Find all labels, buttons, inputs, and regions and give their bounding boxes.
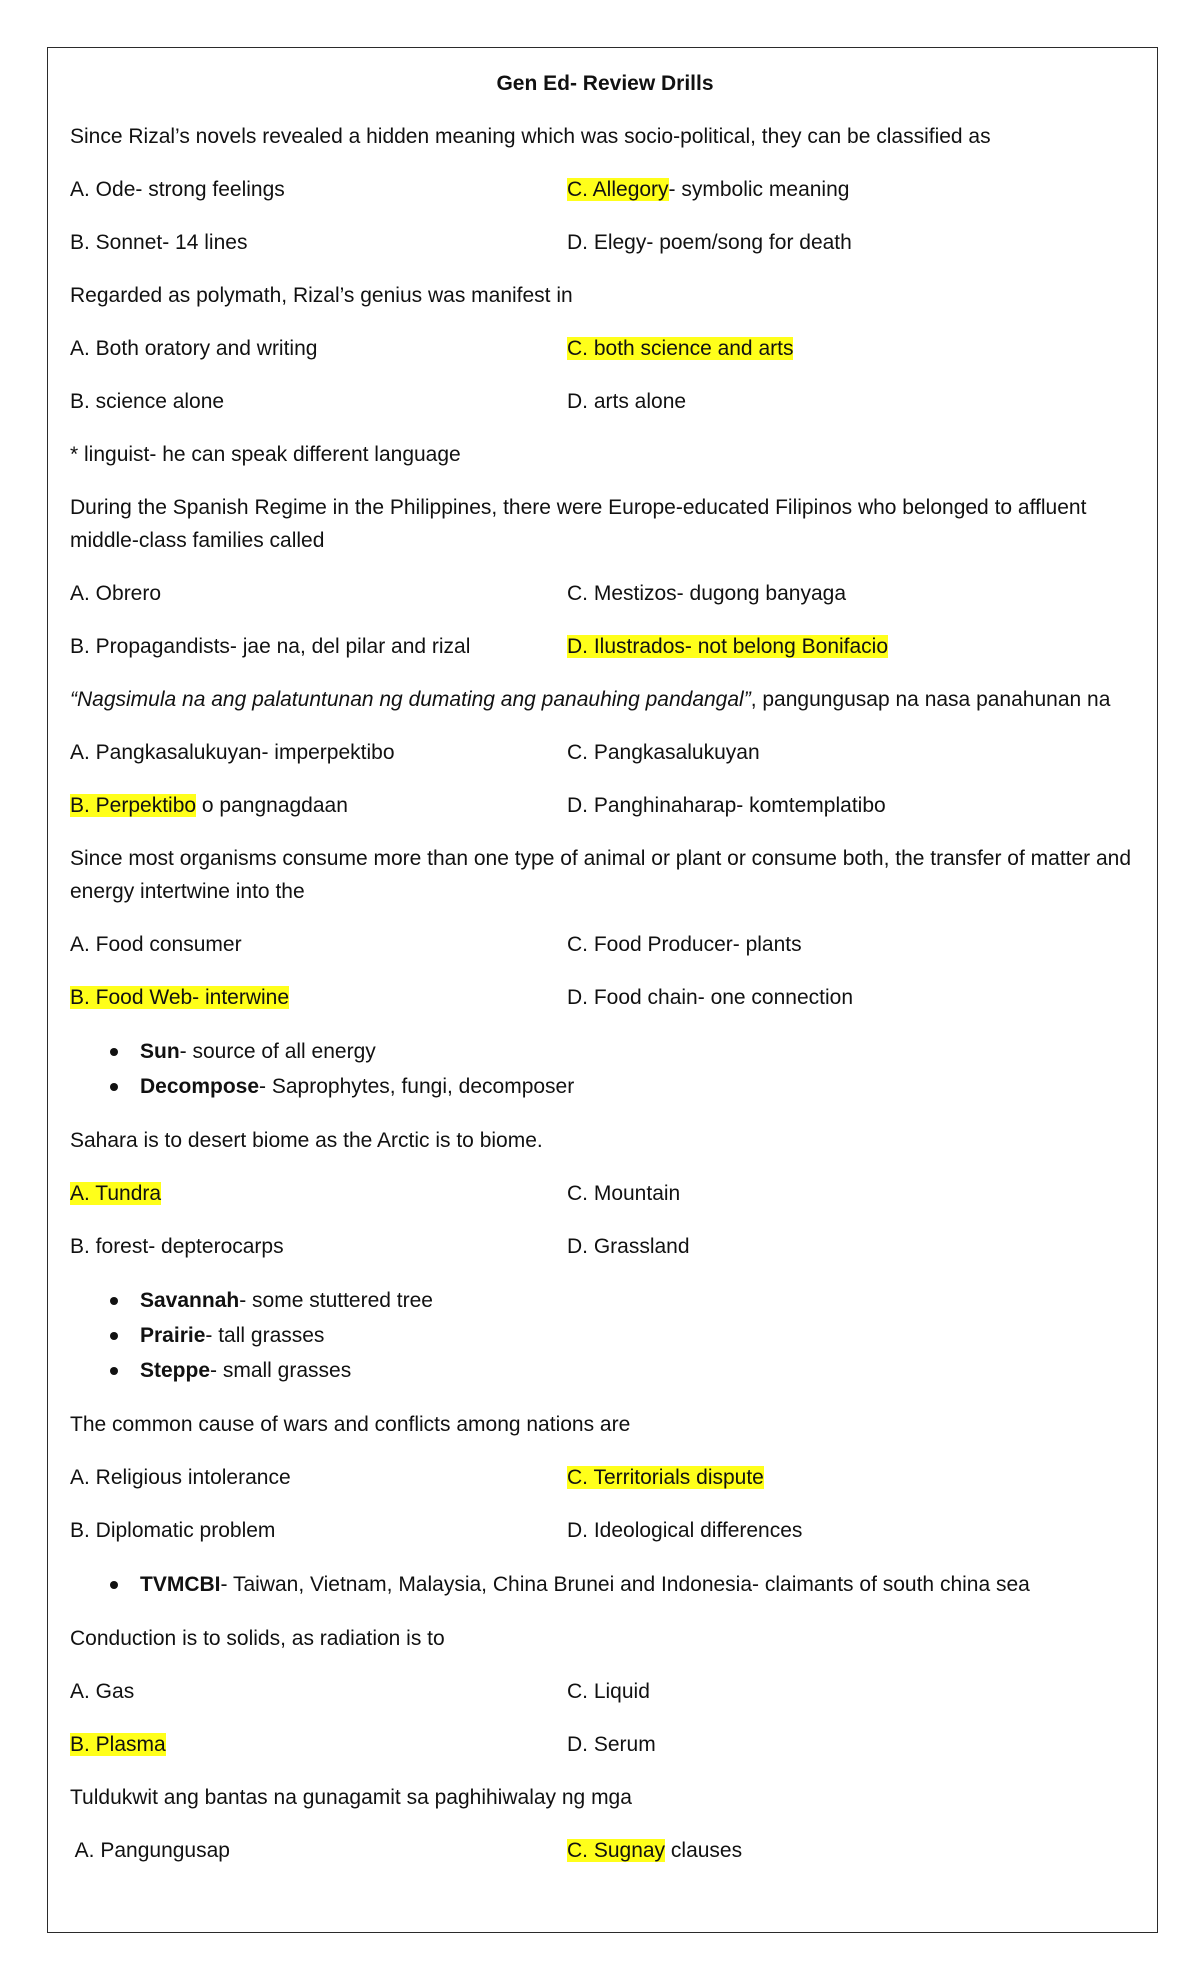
choices-row bbox=[70, 1461, 1140, 1494]
choice-d: D. Grassland bbox=[567, 1235, 690, 1258]
document-content bbox=[70, 68, 1140, 1887]
bullet-term: Sun bbox=[140, 1040, 180, 1063]
document-page bbox=[47, 47, 1158, 1933]
choice-b bbox=[70, 789, 567, 822]
choices-row bbox=[70, 385, 1140, 418]
answer-highlight: B. Food Web- interwine bbox=[70, 986, 290, 1009]
answer-highlight: D. Ilustrados- not belong Bonifacio bbox=[567, 635, 889, 658]
question-5: Since most organisms consume more than one type of animal or plant or consume both, the transfer of matter and energy intertwine into the bbox=[70, 847, 1132, 903]
choice-a: A. Gas bbox=[70, 1680, 135, 1703]
choice-c: C. Liquid bbox=[567, 1680, 650, 1703]
choice-d bbox=[567, 630, 1140, 663]
question-6: Sahara is to desert biome as the Arctic is to biome. bbox=[70, 1129, 543, 1152]
bullet-term: Decompose bbox=[140, 1075, 260, 1098]
question-text: , pangungusap na nasa panahunan na bbox=[750, 688, 1111, 711]
choices-row bbox=[70, 789, 1140, 822]
note: * linguist- he can speak different language bbox=[70, 443, 461, 466]
answer-highlight: B. Plasma bbox=[70, 1733, 166, 1756]
choice-a: A. Pangkasalukuyan- imperpektibo bbox=[70, 741, 395, 764]
answer-highlight: C. Sugnay bbox=[567, 1839, 666, 1862]
choice-c-note: clauses bbox=[665, 1839, 743, 1862]
bullet-desc: - tall grasses bbox=[205, 1324, 325, 1347]
choice-a: A. Religious intolerance bbox=[70, 1466, 291, 1489]
answer-highlight: A. Tundra bbox=[70, 1182, 162, 1205]
choice-b bbox=[70, 1728, 567, 1761]
bullet-term: TVMCBI bbox=[140, 1573, 221, 1596]
choice-c: C. Mountain bbox=[567, 1182, 681, 1205]
choice-d: D. Panghinaharap- komtemplatibo bbox=[567, 794, 886, 817]
choice-a: A. Pangungusap bbox=[70, 1839, 230, 1862]
choices-row bbox=[70, 1728, 1140, 1761]
choice-a: A. Ode- strong feelings bbox=[70, 178, 285, 201]
choice-d: D. Serum bbox=[567, 1733, 656, 1756]
choice-c bbox=[567, 332, 1140, 365]
choice-d: D. Food chain- one connection bbox=[567, 986, 854, 1009]
choice-a: A. Both oratory and writing bbox=[70, 337, 318, 360]
choices-row bbox=[70, 736, 1140, 769]
question-quote: “Nagsimula na ang palatuntunan ng dumating ang panauhing pandangal” bbox=[70, 688, 751, 711]
question-2: Regarded as polymath, Rizal’s genius was manifest in bbox=[70, 284, 573, 307]
answer-highlight: C. both science and arts bbox=[567, 337, 794, 360]
bullet-term: Steppe bbox=[140, 1359, 211, 1382]
choices-row bbox=[70, 577, 1140, 610]
bullet-desc: - Saprophytes, fungi, decomposer bbox=[259, 1075, 575, 1098]
answer-highlight: B. Perpektibo bbox=[70, 794, 197, 817]
choice-b: B. science alone bbox=[70, 390, 225, 413]
bullet-item bbox=[140, 1353, 1140, 1388]
answer-highlight: C. Territorials dispute bbox=[567, 1466, 764, 1489]
question-7: The common cause of wars and conflicts among nations are bbox=[70, 1413, 631, 1436]
choices-row bbox=[70, 630, 1140, 663]
bullet-desc: - some stuttered tree bbox=[239, 1289, 433, 1312]
question-4 bbox=[70, 683, 1140, 716]
question-3: During the Spanish Regime in the Philippines, there were Europe-educated Filipinos who belonged to affluent middle-class families called bbox=[70, 496, 1087, 552]
choices-row bbox=[70, 1675, 1140, 1708]
choices-row bbox=[70, 1514, 1140, 1547]
choice-b bbox=[70, 981, 567, 1014]
bullet-term: Savannah bbox=[140, 1289, 240, 1312]
question-9: Tuldukwit ang bantas na gunagamit sa paghihiwalay ng mga bbox=[70, 1786, 632, 1809]
bullet-desc: - Taiwan, Vietnam, Malaysia, China Brunei and Indonesia- claimants of south china sea bbox=[220, 1573, 1030, 1596]
bullet-item bbox=[140, 1034, 1140, 1069]
choice-c bbox=[567, 173, 1140, 206]
bullet-item bbox=[140, 1069, 1140, 1104]
choice-a bbox=[70, 1177, 567, 1210]
choice-d: D. Elegy- poem/song for death bbox=[567, 231, 852, 254]
choice-b: B. Sonnet- 14 lines bbox=[70, 231, 248, 254]
choices-row bbox=[70, 928, 1140, 961]
choices-row bbox=[70, 332, 1140, 365]
choice-c bbox=[567, 1461, 1140, 1494]
choice-c bbox=[567, 1834, 1140, 1867]
choice-b: B. Diplomatic problem bbox=[70, 1519, 276, 1542]
choices-row bbox=[70, 173, 1140, 206]
choice-d: D. Ideological differences bbox=[567, 1519, 803, 1542]
document-title: Gen Ed- Review Drills bbox=[496, 72, 714, 95]
choice-b-note: o pangnagdaan bbox=[196, 794, 348, 817]
choice-c: C. Mestizos- dugong banyaga bbox=[567, 582, 846, 605]
choice-c: C. Food Producer- plants bbox=[567, 933, 802, 956]
choice-a: A. Obrero bbox=[70, 582, 162, 605]
choice-d: D. arts alone bbox=[567, 390, 687, 413]
answer-highlight: C. Allegory bbox=[567, 178, 669, 201]
bullet-term: Prairie bbox=[140, 1324, 206, 1347]
choice-b: B. forest- depterocarps bbox=[70, 1235, 284, 1258]
choices-row bbox=[70, 1230, 1140, 1263]
choice-c: C. Pangkasalukuyan bbox=[567, 741, 760, 764]
choice-b: B. Propagandists- jae na, del pilar and rizal bbox=[70, 635, 471, 658]
choice-a: A. Food consumer bbox=[70, 933, 242, 956]
choice-c-note: - symbolic meaning bbox=[668, 178, 850, 201]
question-8: Conduction is to solids, as radiation is to bbox=[70, 1627, 445, 1650]
choices-row bbox=[70, 1834, 1140, 1867]
choices-row bbox=[70, 1177, 1140, 1210]
question-1: Since Rizal’s novels revealed a hidden meaning which was socio-political, they can be classified as bbox=[70, 125, 991, 148]
bullet-item bbox=[140, 1318, 1140, 1353]
bullet-list bbox=[70, 1567, 1140, 1602]
bullet-item bbox=[140, 1567, 1140, 1602]
choices-row bbox=[70, 981, 1140, 1014]
bullet-desc: - source of all energy bbox=[179, 1040, 376, 1063]
choices-row bbox=[70, 226, 1140, 259]
bullet-item bbox=[140, 1283, 1140, 1318]
bullet-list bbox=[70, 1034, 1140, 1104]
bullet-desc: - small grasses bbox=[210, 1359, 352, 1382]
bullet-list bbox=[70, 1283, 1140, 1388]
